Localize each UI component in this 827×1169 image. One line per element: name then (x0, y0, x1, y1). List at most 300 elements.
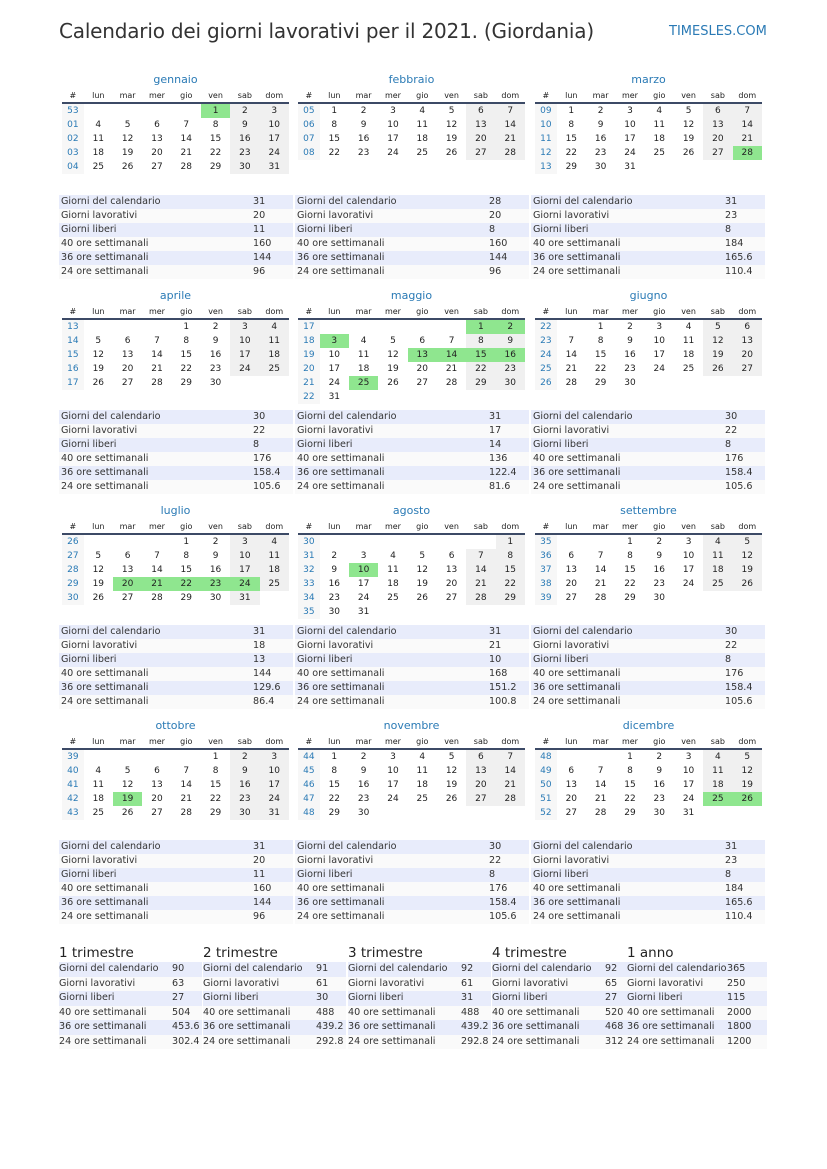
day-cell[interactable]: 17 (682, 780, 695, 790)
day-cell[interactable]: 10 (653, 336, 665, 346)
day-cell[interactable]: 28 (466, 591, 495, 605)
day-cell[interactable]: 22 (209, 794, 222, 804)
day-cell[interactable]: 20 (565, 794, 578, 804)
day-cell[interactable]: 22 (565, 148, 578, 158)
day-cell[interactable]: 13 (733, 334, 762, 348)
day-cell[interactable]: 19 (113, 792, 142, 806)
day-cell[interactable]: 28 (151, 378, 163, 388)
day-cell[interactable]: 27 (151, 162, 163, 172)
day-cell[interactable]: 20 (416, 364, 428, 374)
day-cell[interactable]: 9 (360, 766, 367, 776)
day-cell[interactable]: 19 (703, 348, 732, 362)
day-cell[interactable]: 11 (703, 764, 732, 778)
day-cell[interactable]: 24 (230, 362, 259, 376)
day-cell[interactable]: 9 (656, 551, 663, 561)
day-cell[interactable]: 14 (733, 118, 762, 132)
day-cell[interactable]: 11 (387, 565, 399, 575)
day-cell[interactable]: 29 (624, 593, 636, 603)
day-cell[interactable]: 2 (230, 103, 259, 118)
day-cell[interactable]: 31 (230, 591, 259, 605)
day-cell[interactable]: 29 (594, 378, 607, 388)
day-cell[interactable]: 14 (496, 118, 525, 132)
day-cell[interactable]: 6 (124, 551, 131, 561)
day-cell[interactable]: 5 (733, 534, 762, 549)
day-cell[interactable]: 18 (260, 563, 289, 577)
day-cell[interactable]: 15 (328, 134, 341, 144)
day-cell[interactable]: 10 (328, 350, 341, 360)
day-cell[interactable]: 9 (360, 120, 367, 130)
day-cell[interactable]: 7 (496, 749, 525, 764)
day-cell[interactable]: 21 (733, 132, 762, 146)
day-cell[interactable]: 24 (328, 378, 341, 388)
day-cell[interactable]: 22 (496, 577, 525, 591)
day-cell[interactable]: 8 (627, 551, 633, 561)
day-cell[interactable]: 5 (733, 749, 762, 764)
day-cell[interactable]: 5 (95, 336, 102, 346)
day-cell[interactable]: 21 (496, 132, 525, 146)
day-cell[interactable]: 16 (653, 565, 665, 575)
day-cell[interactable]: 20 (445, 579, 458, 589)
day-cell[interactable]: 23 (357, 148, 370, 158)
day-cell[interactable]: 28 (594, 808, 607, 818)
day-cell[interactable]: 15 (624, 565, 636, 575)
day-cell[interactable]: 12 (387, 350, 399, 360)
day-cell[interactable]: 24 (260, 146, 289, 160)
day-cell[interactable]: 9 (331, 565, 338, 575)
day-cell[interactable]: 1 (568, 106, 575, 116)
day-cell[interactable]: 18 (260, 348, 289, 362)
day-cell[interactable]: 23 (357, 794, 370, 804)
day-cell[interactable]: 28 (445, 378, 458, 388)
day-cell[interactable]: 31 (260, 160, 289, 174)
day-cell[interactable]: 2 (656, 752, 663, 762)
day-cell[interactable]: 14 (496, 764, 525, 778)
day-cell[interactable]: 28 (151, 593, 163, 603)
day-cell[interactable]: 11 (416, 766, 428, 776)
day-cell[interactable]: 11 (416, 120, 428, 130)
day-cell[interactable]: 16 (209, 350, 222, 360)
day-cell[interactable]: 5 (448, 752, 455, 762)
day-cell[interactable]: 18 (357, 364, 370, 374)
day-cell[interactable]: 28 (733, 146, 762, 160)
day-cell[interactable]: 13 (151, 134, 163, 144)
day-cell[interactable]: 28 (496, 146, 525, 160)
day-cell[interactable]: 8 (183, 551, 190, 561)
day-cell[interactable]: 11 (653, 120, 665, 130)
day-cell[interactable]: 18 (416, 134, 428, 144)
day-cell[interactable]: 25 (349, 376, 378, 390)
day-cell[interactable]: 29 (466, 376, 495, 390)
day-cell[interactable]: 29 (180, 593, 192, 603)
day-cell[interactable]: 1 (183, 537, 190, 547)
day-cell[interactable]: 3 (390, 106, 396, 116)
day-cell[interactable]: 8 (212, 120, 219, 130)
day-cell[interactable]: 13 (565, 565, 578, 575)
day-cell[interactable]: 24 (357, 593, 370, 603)
day-cell[interactable]: 22 (328, 148, 341, 158)
day-cell[interactable]: 29 (624, 808, 636, 818)
day-cell[interactable]: 11 (703, 549, 732, 563)
day-cell[interactable]: 11 (260, 549, 289, 563)
day-cell[interactable]: 9 (212, 336, 219, 346)
day-cell[interactable]: 29 (209, 808, 222, 818)
day-cell[interactable]: 16 (328, 579, 341, 589)
day-cell[interactable]: 13 (121, 565, 134, 575)
day-cell[interactable]: 7 (597, 551, 604, 561)
day-cell[interactable]: 30 (230, 806, 259, 820)
day-cell[interactable]: 16 (496, 348, 525, 362)
day-cell[interactable]: 7 (154, 551, 160, 561)
day-cell[interactable]: 8 (627, 766, 633, 776)
day-cell[interactable]: 13 (703, 118, 732, 132)
day-cell[interactable]: 16 (653, 780, 665, 790)
day-cell[interactable]: 27 (121, 593, 134, 603)
day-cell[interactable]: 25 (416, 794, 428, 804)
day-cell[interactable]: 19 (416, 579, 428, 589)
day-cell[interactable]: 21 (496, 778, 525, 792)
day-cell[interactable]: 19 (682, 134, 695, 144)
day-cell[interactable]: 3 (685, 752, 692, 762)
day-cell[interactable]: 15 (328, 780, 341, 790)
day-cell[interactable]: 22 (328, 794, 341, 804)
day-cell[interactable]: 10 (387, 120, 399, 130)
day-cell[interactable]: 9 (230, 118, 259, 132)
day-cell[interactable]: 12 (445, 766, 458, 776)
day-cell[interactable]: 1 (597, 322, 604, 332)
day-cell[interactable]: 13 (565, 780, 578, 790)
day-cell[interactable]: 27 (416, 378, 428, 388)
day-cell[interactable]: 12 (703, 334, 732, 348)
day-cell[interactable]: 2 (331, 551, 338, 561)
day-cell[interactable]: 29 (180, 378, 192, 388)
day-cell[interactable]: 19 (445, 780, 458, 790)
day-cell[interactable]: 3 (390, 752, 396, 762)
day-cell[interactable]: 24 (387, 148, 399, 158)
day-cell[interactable]: 5 (448, 106, 455, 116)
day-cell[interactable]: 8 (331, 120, 338, 130)
day-cell[interactable]: 12 (92, 350, 105, 360)
day-cell[interactable]: 17 (387, 134, 399, 144)
day-cell[interactable]: 31 (624, 162, 636, 172)
day-cell[interactable]: 16 (357, 134, 370, 144)
day-cell[interactable]: 22 (180, 364, 192, 374)
day-cell[interactable]: 30 (209, 593, 222, 603)
day-cell[interactable]: 5 (685, 106, 692, 116)
day-cell[interactable]: 4 (656, 106, 663, 116)
day-cell[interactable]: 10 (387, 766, 399, 776)
day-cell[interactable]: 21 (565, 364, 578, 374)
day-cell[interactable]: 23 (653, 579, 665, 589)
day-cell[interactable]: 10 (230, 549, 259, 563)
day-cell[interactable]: 8 (496, 549, 525, 563)
day-cell[interactable]: 24 (260, 792, 289, 806)
day-cell[interactable]: 1 (496, 534, 525, 549)
day-cell[interactable]: 7 (448, 336, 455, 346)
day-cell[interactable]: 16 (230, 778, 259, 792)
day-cell[interactable]: 23 (496, 362, 525, 376)
day-cell[interactable]: 3 (360, 551, 367, 561)
day-cell[interactable]: 18 (703, 778, 732, 792)
day-cell[interactable]: 27 (703, 146, 732, 160)
day-cell[interactable]: 28 (594, 593, 607, 603)
day-cell[interactable]: 18 (703, 563, 732, 577)
day-cell[interactable]: 27 (445, 593, 458, 603)
day-cell[interactable]: 4 (260, 534, 289, 549)
day-cell[interactable]: 20 (466, 778, 495, 792)
day-cell[interactable]: 1 (627, 537, 633, 547)
day-cell[interactable]: 14 (466, 563, 495, 577)
day-cell[interactable]: 2 (360, 106, 367, 116)
day-cell[interactable]: 24 (230, 577, 259, 591)
day-cell[interactable]: 23 (230, 792, 259, 806)
day-cell[interactable]: 23 (230, 146, 259, 160)
day-cell[interactable]: 21 (594, 579, 607, 589)
day-cell[interactable]: 4 (390, 551, 396, 561)
day-cell[interactable]: 14 (565, 350, 578, 360)
day-cell[interactable]: 6 (124, 336, 131, 346)
day-cell[interactable]: 18 (653, 134, 665, 144)
day-cell[interactable]: 25 (703, 577, 732, 591)
day-cell[interactable]: 16 (594, 134, 607, 144)
day-cell[interactable]: 25 (260, 577, 289, 591)
day-cell[interactable]: 30 (594, 162, 607, 172)
day-cell[interactable]: 15 (180, 350, 192, 360)
day-cell[interactable]: 23 (209, 364, 222, 374)
day-cell[interactable]: 4 (95, 120, 102, 130)
day-cell[interactable]: 7 (733, 103, 762, 118)
day-cell[interactable]: 20 (121, 364, 134, 374)
day-cell[interactable]: 7 (154, 336, 160, 346)
day-cell[interactable]: 6 (733, 319, 762, 334)
day-cell[interactable]: 17 (230, 348, 259, 362)
day-cell[interactable]: 26 (121, 162, 134, 172)
day-cell[interactable]: 14 (594, 780, 607, 790)
day-cell[interactable]: 27 (466, 146, 495, 160)
day-cell[interactable]: 5 (124, 120, 131, 130)
day-cell[interactable]: 13 (151, 780, 163, 790)
day-cell[interactable]: 6 (419, 336, 426, 346)
day-cell[interactable]: 17 (357, 579, 370, 589)
day-cell[interactable]: 18 (416, 780, 428, 790)
day-cell[interactable]: 20 (113, 577, 142, 591)
day-cell[interactable]: 2 (230, 749, 259, 764)
day-cell[interactable]: 27 (565, 593, 578, 603)
day-cell[interactable]: 25 (92, 808, 105, 818)
day-cell[interactable]: 12 (416, 565, 428, 575)
day-cell[interactable]: 21 (594, 794, 607, 804)
day-cell[interactable]: 7 (496, 103, 525, 118)
day-cell[interactable]: 21 (142, 577, 171, 591)
day-cell[interactable]: 15 (496, 563, 525, 577)
day-cell[interactable]: 13 (466, 764, 495, 778)
day-cell[interactable]: 16 (209, 565, 222, 575)
day-cell[interactable]: 17 (328, 364, 341, 374)
day-cell[interactable]: 27 (565, 808, 578, 818)
day-cell[interactable]: 15 (209, 134, 222, 144)
day-cell[interactable]: 24 (682, 794, 695, 804)
day-cell[interactable]: 21 (466, 577, 495, 591)
day-cell[interactable]: 26 (703, 362, 732, 376)
day-cell[interactable]: 14 (437, 348, 466, 362)
day-cell[interactable]: 26 (92, 593, 105, 603)
day-cell[interactable]: 25 (416, 148, 428, 158)
day-cell[interactable]: 15 (565, 134, 578, 144)
day-cell[interactable]: 17 (624, 134, 636, 144)
day-cell[interactable]: 15 (594, 350, 607, 360)
day-cell[interactable]: 2 (212, 322, 219, 332)
day-cell[interactable]: 29 (496, 591, 525, 605)
day-cell[interactable]: 10 (682, 551, 695, 561)
day-cell[interactable]: 6 (448, 551, 455, 561)
day-cell[interactable]: 10 (260, 118, 289, 132)
day-cell[interactable]: 9 (597, 120, 604, 130)
day-cell[interactable]: 25 (682, 364, 695, 374)
day-cell[interactable]: 5 (703, 319, 732, 334)
day-cell[interactable]: 24 (653, 364, 665, 374)
day-cell[interactable]: 17 (260, 778, 289, 792)
day-cell[interactable]: 6 (154, 120, 160, 130)
day-cell[interactable]: 28 (180, 808, 192, 818)
day-cell[interactable]: 14 (151, 565, 163, 575)
day-cell[interactable]: 15 (180, 565, 192, 575)
day-cell[interactable]: 15 (624, 780, 636, 790)
day-cell[interactable]: 6 (466, 749, 495, 764)
day-cell[interactable]: 6 (568, 551, 575, 561)
day-cell[interactable]: 25 (92, 162, 105, 172)
day-cell[interactable]: 1 (331, 106, 338, 116)
day-cell[interactable]: 22 (594, 364, 607, 374)
day-cell[interactable]: 28 (180, 162, 192, 172)
day-cell[interactable]: 24 (387, 794, 399, 804)
day-cell[interactable]: 31 (357, 607, 370, 617)
day-cell[interactable]: 2 (496, 319, 525, 334)
day-cell[interactable]: 12 (121, 780, 134, 790)
day-cell[interactable]: 2 (656, 537, 663, 547)
day-cell[interactable]: 14 (180, 780, 192, 790)
day-cell[interactable]: 27 (733, 362, 762, 376)
day-cell[interactable]: 13 (466, 118, 495, 132)
day-cell[interactable]: 26 (733, 792, 762, 806)
day-cell[interactable]: 28 (496, 792, 525, 806)
day-cell[interactable]: 22 (624, 794, 636, 804)
day-cell[interactable]: 9 (656, 766, 663, 776)
day-cell[interactable]: 20 (466, 132, 495, 146)
day-cell[interactable]: 4 (260, 319, 289, 334)
day-cell[interactable]: 9 (212, 551, 219, 561)
day-cell[interactable]: 30 (209, 378, 222, 388)
day-cell[interactable]: 23 (653, 794, 665, 804)
day-cell[interactable]: 26 (445, 794, 458, 804)
day-cell[interactable]: 6 (466, 103, 495, 118)
day-cell[interactable]: 30 (328, 607, 341, 617)
day-cell[interactable]: 9 (496, 334, 525, 348)
day-cell[interactable]: 23 (201, 577, 230, 591)
day-cell[interactable]: 4 (703, 534, 732, 549)
day-cell[interactable]: 4 (419, 752, 426, 762)
day-cell[interactable]: 3 (320, 334, 349, 348)
day-cell[interactable]: 9 (627, 336, 633, 346)
day-cell[interactable]: 26 (92, 378, 105, 388)
day-cell[interactable]: 25 (387, 593, 399, 603)
day-cell[interactable]: 13 (408, 348, 437, 362)
day-cell[interactable]: 12 (733, 764, 762, 778)
day-cell[interactable]: 11 (92, 780, 105, 790)
day-cell[interactable]: 11 (92, 134, 105, 144)
day-cell[interactable]: 26 (682, 148, 695, 158)
day-cell[interactable]: 20 (703, 132, 732, 146)
day-cell[interactable]: 7 (183, 120, 190, 130)
day-cell[interactable]: 7 (568, 336, 575, 346)
day-cell[interactable]: 11 (357, 350, 370, 360)
day-cell[interactable]: 20 (151, 148, 163, 158)
day-cell[interactable]: 2 (360, 752, 367, 762)
day-cell[interactable]: 10 (682, 766, 695, 776)
day-cell[interactable]: 17 (682, 565, 695, 575)
day-cell[interactable]: 21 (151, 364, 163, 374)
day-cell[interactable]: 22 (624, 579, 636, 589)
day-cell[interactable]: 3 (627, 106, 633, 116)
day-cell[interactable]: 29 (328, 808, 341, 818)
day-cell[interactable]: 25 (703, 792, 732, 806)
day-cell[interactable]: 22 (466, 362, 495, 376)
day-cell[interactable]: 17 (653, 350, 665, 360)
day-cell[interactable]: 27 (151, 808, 163, 818)
day-cell[interactable]: 30 (496, 376, 525, 390)
day-cell[interactable]: 7 (183, 766, 190, 776)
day-cell[interactable]: 4 (419, 106, 426, 116)
day-cell[interactable]: 5 (124, 766, 131, 776)
day-cell[interactable]: 31 (328, 392, 341, 402)
day-cell[interactable]: 23 (594, 148, 607, 158)
day-cell[interactable]: 19 (92, 579, 105, 589)
day-cell[interactable]: 18 (387, 579, 399, 589)
day-cell[interactable]: 16 (357, 780, 370, 790)
day-cell[interactable]: 14 (180, 134, 192, 144)
day-cell[interactable]: 8 (568, 120, 575, 130)
day-cell[interactable]: 16 (624, 350, 636, 360)
day-cell[interactable]: 19 (733, 778, 762, 792)
day-cell[interactable]: 7 (466, 549, 495, 563)
day-cell[interactable]: 18 (682, 350, 695, 360)
day-cell[interactable]: 20 (733, 348, 762, 362)
day-cell[interactable]: 2 (212, 537, 219, 547)
day-cell[interactable]: 18 (92, 148, 105, 158)
day-cell[interactable]: 4 (95, 766, 102, 776)
day-cell[interactable]: 1 (627, 752, 633, 762)
day-cell[interactable]: 17 (387, 780, 399, 790)
day-cell[interactable]: 29 (565, 162, 578, 172)
day-cell[interactable]: 5 (390, 336, 396, 346)
day-cell[interactable]: 6 (703, 103, 732, 118)
day-cell[interactable]: 26 (416, 593, 428, 603)
day-cell[interactable]: 2 (597, 106, 604, 116)
day-cell[interactable]: 6 (154, 766, 160, 776)
day-cell[interactable]: 28 (565, 378, 578, 388)
day-cell[interactable]: 17 (230, 563, 259, 577)
day-cell[interactable]: 6 (568, 766, 575, 776)
day-cell[interactable]: 16 (230, 132, 259, 146)
day-cell[interactable]: 20 (565, 579, 578, 589)
day-cell[interactable]: 4 (685, 322, 692, 332)
day-cell[interactable]: 11 (682, 336, 695, 346)
day-cell[interactable]: 26 (445, 148, 458, 158)
day-cell[interactable]: 4 (703, 749, 732, 764)
day-cell[interactable]: 23 (624, 364, 636, 374)
day-cell[interactable]: 3 (230, 319, 259, 334)
day-cell[interactable]: 30 (624, 378, 636, 388)
day-cell[interactable]: 13 (121, 350, 134, 360)
day-cell[interactable]: 10 (624, 120, 636, 130)
